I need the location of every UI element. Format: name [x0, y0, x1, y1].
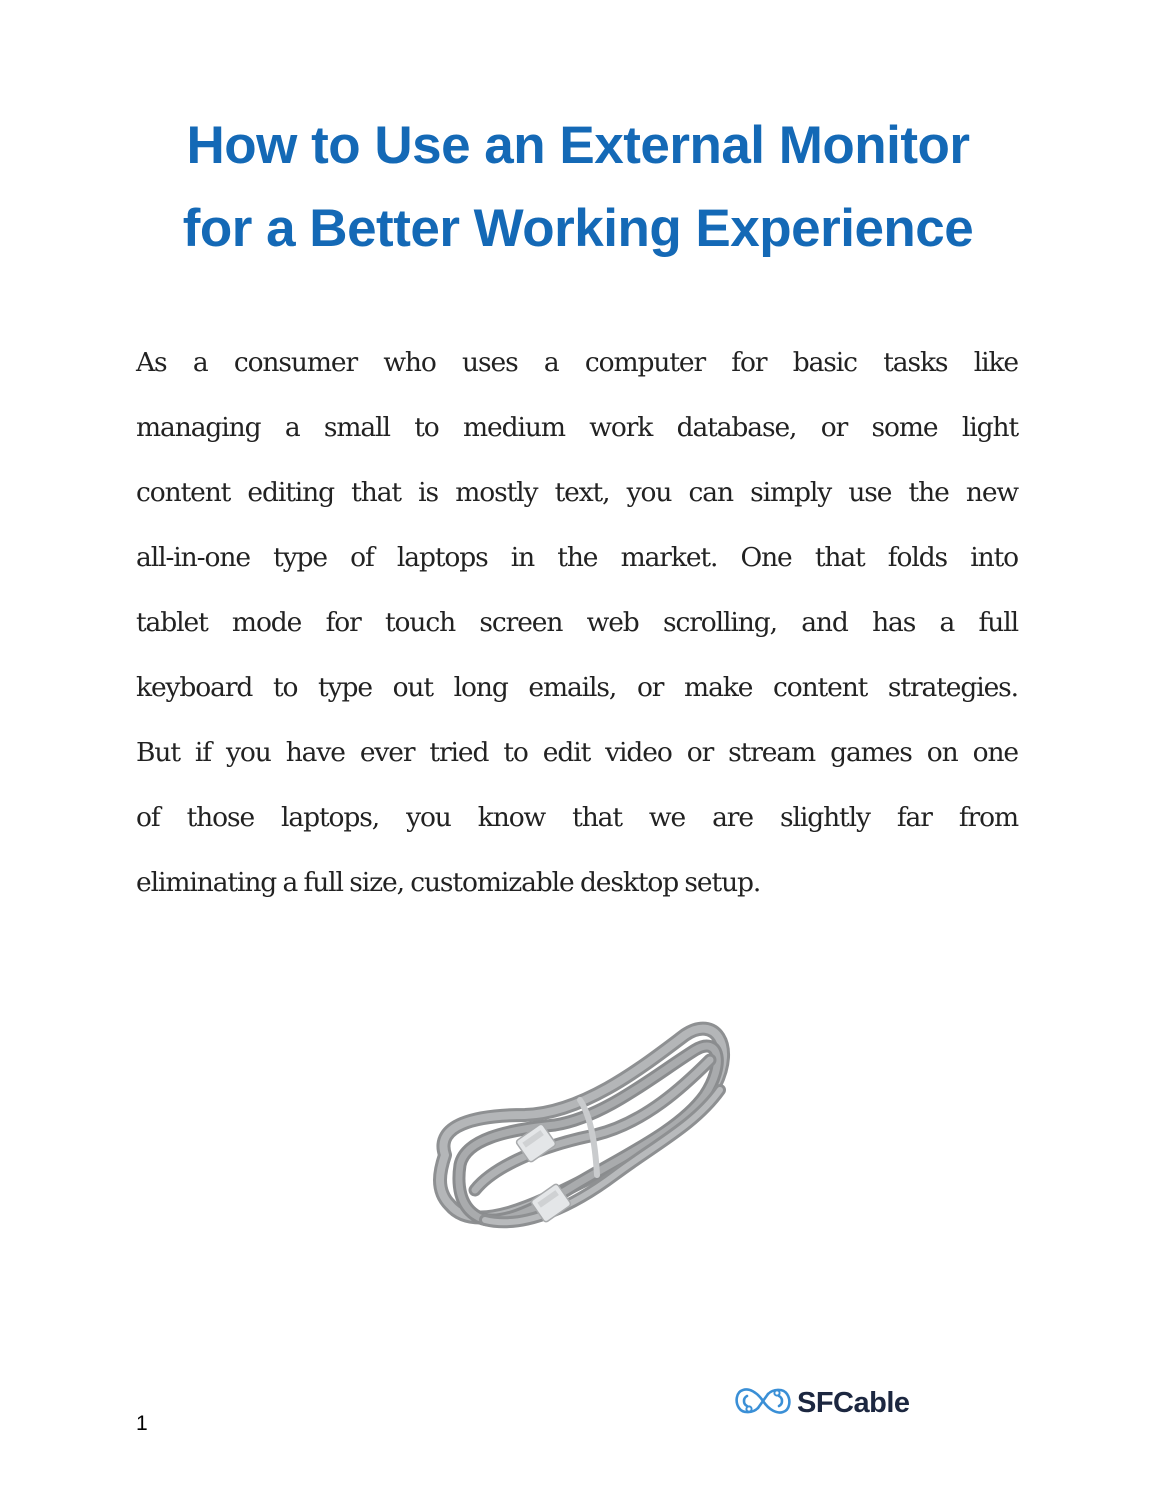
sfcable-logo: [733, 1383, 910, 1423]
infinity-cable-logo-icon: [733, 1384, 793, 1423]
paragraph-line: managing a small to medium work database, or some light: [136, 412, 1018, 443]
paragraph-line: eliminating a full size, customizable desktop setup.: [136, 867, 761, 898]
title-line-1: How to Use an External Monitor: [186, 115, 970, 175]
paragraph-line: content editing that is mostly text, you can simply use the new: [136, 477, 1018, 508]
paragraph-line: of those laptops, you know that we are slightly far from: [136, 802, 1018, 833]
page-title: [0, 104, 1156, 270]
page-number: 1: [136, 1412, 148, 1435]
title-line-2: for a Better Working Experience: [182, 198, 974, 258]
paragraph-line: all-in-one type of laptops in the market. One that folds into: [136, 542, 1018, 573]
paragraph-line: But if you have ever tried to edit video or stream games on one: [136, 737, 1018, 768]
paragraph-line: keyboard to type out long emails, or make content strategies.: [136, 672, 1018, 703]
intro-paragraph: [136, 330, 1018, 915]
paragraph-line: tablet mode for touch screen web scrolling, and has a full: [136, 607, 1018, 638]
paragraph-line: As a consumer who uses a computer for basic tasks like: [136, 347, 1018, 378]
brand-name: SFCable: [797, 1386, 910, 1419]
cable-image: [415, 1005, 745, 1255]
